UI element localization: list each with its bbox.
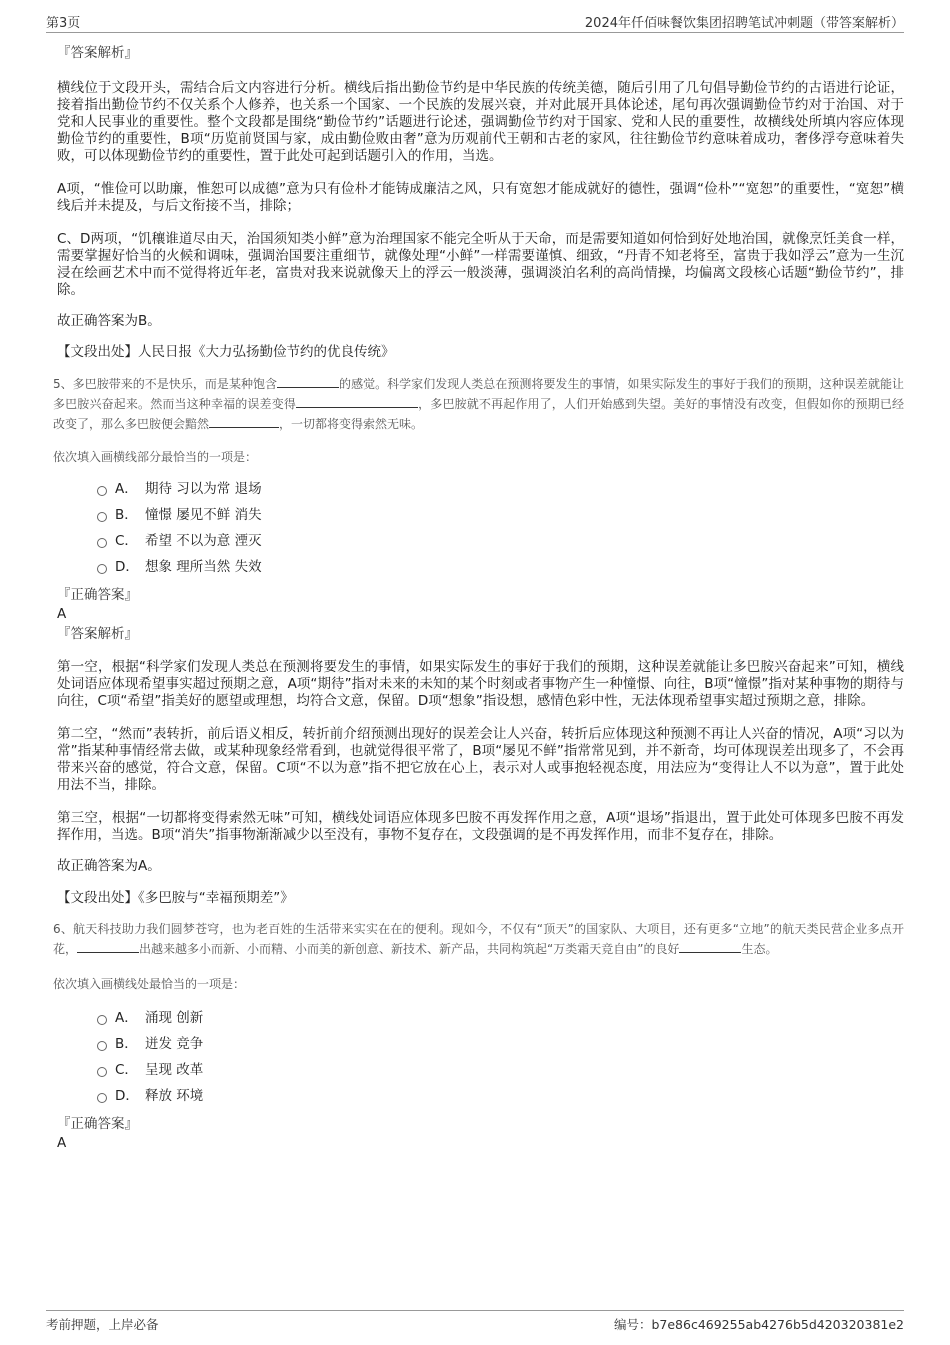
fill-blank bbox=[77, 940, 139, 953]
page-header bbox=[46, 10, 904, 33]
analysis-tag: 『答案解析』 bbox=[57, 45, 138, 61]
fill-blank bbox=[277, 375, 339, 388]
page-number: 第3页 bbox=[46, 16, 81, 31]
analysis-paragraph: 横线位于文段开头，需结合后文内容进行分析。横线后指出勤俭节约是中华民族的传统美德，随后引用了几句倡导勤俭节约的古语进行论证，接着指出勤俭节约不仅关系个人修养，也关系一个国家、一个民族的发展兴衰，并对此展开具体论述，尾句再次强调勤俭节约对于治国、对于党和人民事业的重要性。整个文段都是围绕“勤俭节约”话题进行论述，强调勤俭节约对于国家、党和人民的重要性，故横线处所填内容应体现勤俭节约的重要性，B项“历览前贤国与家，成由勤俭败由奢”意为历观前代王朝和古老的家风，往往勤俭节约意味着成功，奢侈浮夸意味着失败，可以体现勤俭节约的重要性，置于此处可起到话题引入的作用，当选。 bbox=[57, 80, 904, 164]
radio-icon[interactable] bbox=[97, 538, 107, 548]
analysis-paragraph: 第一空，根据“科学家们发现人类总在预测将要发生的事情，如果实际发生的事好于我们的预期，这种误差就能让多巴胺兴奋起来”可知，横线处词语应体现希望事实超过预期之意，A项“期待”指对未来的未知的某个时刻或者事物产生一种憧憬、向往，B项“憧憬”指对某种事物的期待与向往，C项“希望”指美好的愿望或理想，均符合文意，保留。D项“想象”指设想，感情色彩中性，无法体现希望事实超过预期之意，排除。 bbox=[57, 659, 904, 709]
answer-statement: 故正确答案为B。 bbox=[57, 313, 161, 329]
option-d[interactable]: D． 想象 理所当然 失效 bbox=[57, 554, 904, 580]
document-title: 2024年仟佰味餐饮集团招聘笔试冲刺题（带答案解析） bbox=[584, 16, 904, 31]
radio-icon[interactable] bbox=[97, 512, 107, 522]
radio-icon[interactable] bbox=[97, 486, 107, 496]
answer-statement: 故正确答案为A。 bbox=[57, 858, 161, 874]
analysis-paragraph: 第三空，根据“一切都将变得索然无味”可知，横线处词语应体现多巴胺不再发挥作用之意，A项“退场”指退出，置于此处可体现多巴胺不再发挥作用，当选。B项“消失”指事物渐渐减少以至没有，事物不复存在，文段强调的是不再发挥作用，而非不复存在，排除。 bbox=[57, 810, 904, 843]
correct-answer: A bbox=[57, 606, 67, 622]
radio-icon[interactable] bbox=[97, 1015, 107, 1025]
document-body bbox=[53, 44, 904, 1152]
source-citation: 【文段出处】《多巴胺与“幸福预期差”》 bbox=[57, 890, 294, 906]
question-prompt: 依次填入画横线部分最恰当的一项是： bbox=[53, 450, 258, 464]
fill-blank bbox=[296, 395, 418, 408]
question-prompt: 依次填入画横线处最恰当的一项是： bbox=[53, 977, 246, 991]
radio-icon[interactable] bbox=[97, 1093, 107, 1103]
analysis-paragraph: C、D两项，“饥穰谁道尽由天，治国须知类小鲜”意为治理国家不能完全听从于天命，而是需要知道如何恰到好处地治国，就像烹饪美食一样，需要掌握好恰当的火候和调味，强调治国要注重细节，就像处理“小鲜”一样需要谨慎、细致，“丹青不知老将至，富贵于我如浮云”意为一生沉浸在绘画艺术中而不觉得将近年老，富贵对我来说就像天上的浮云一般淡薄，强调淡泊名利的高尚情操，均偏离文段核心话题“勤俭节约”，排除。 bbox=[57, 231, 904, 298]
option-b[interactable]: B． 迸发 竞争 bbox=[57, 1031, 904, 1057]
document-id: 编号：b7e86c469255ab4276b5d420320381e2 bbox=[613, 1317, 904, 1332]
analysis-paragraph: A项，“惟俭可以助廉，惟恕可以成德”意为只有俭朴才能铸成廉洁之风，只有宽恕才能成就好的德性，强调“俭朴”“宽恕”的重要性，“宽恕”横线后并未提及，与后文衔接不当，排除； bbox=[57, 181, 904, 214]
footer-slogan: 考前押题，上岸必备 bbox=[46, 1317, 159, 1332]
option-a[interactable]: A． 涌现 创新 bbox=[57, 1005, 904, 1031]
source-citation: 【文段出处】人民日报《大力弘扬勤俭节约的优良传统》 bbox=[57, 344, 395, 360]
analysis-tag: 『答案解析』 bbox=[57, 626, 138, 642]
option-b[interactable]: B． 憧憬 屡见不鲜 消失 bbox=[57, 502, 904, 528]
correct-answer: A bbox=[57, 1135, 67, 1151]
question-6-stem: 6、航天科技助力我们圆梦苍穹，也为老百姓的生活带来实实在在的便利。现如今，不仅有“顶天”的国家队、大项目，还有更多“立地”的航天类民营企业多点开花， 出越来越多小而新、小而精、小而美的新创意、新技术、新产品，共同构筑起“万类霜天竞自由”的良好 生态。 bbox=[53, 922, 904, 956]
page-footer bbox=[46, 1310, 904, 1333]
correct-answer-tag: 『正确答案』 bbox=[57, 587, 138, 603]
radio-icon[interactable] bbox=[97, 1041, 107, 1051]
question-5-options bbox=[57, 476, 904, 580]
option-a[interactable]: A． 期待 习以为常 退场 bbox=[57, 476, 904, 502]
radio-icon[interactable] bbox=[97, 1067, 107, 1077]
radio-icon[interactable] bbox=[97, 564, 107, 574]
option-c[interactable]: C． 希望 不以为意 湮灭 bbox=[57, 528, 904, 554]
question-5-stem: 5、多巴胺带来的不是快乐，而是某种饱含 的感觉。科学家们发现人类总在预测将要发生的事情，如果实际发生的事好于我们的预期，这种误差就能让多巴胺兴奋起来。然而当这种幸福的误差变得 ，多巴胺就不再起作用了，人们开始感到失望。美好的事情没有改变，但假如你的预期已经改变了，那么多巴胺便会黯然 ，一切都将变得索然无味。 bbox=[53, 377, 904, 431]
analysis-paragraph: 第二空，“然而”表转折，前后语义相反，转折前介绍预测出现好的误差会让人兴奋，转折后应体现这种预测不再让人兴奋的情况，A项“习以为常”指某种事情经常去做，或某种现象经常看到，也就觉得很平常了，B项“屡见不鲜”指常常见到，并不新奇，均可体现误差出现多了，不会再带来兴奋的感觉，符合文意，保留。C项“不以为意”指不把它放在心上，表示对人或事抱轻视态度，用法应为“变得让人不以为意”，置于此处用法不当，排除。 bbox=[57, 726, 904, 793]
fill-blank bbox=[679, 940, 741, 953]
fill-blank bbox=[209, 415, 279, 428]
correct-answer-tag: 『正确答案』 bbox=[57, 1116, 138, 1132]
option-c[interactable]: C． 呈现 改革 bbox=[57, 1057, 904, 1083]
option-d[interactable]: D． 释放 环境 bbox=[57, 1083, 904, 1109]
question-6-options bbox=[57, 1005, 904, 1109]
